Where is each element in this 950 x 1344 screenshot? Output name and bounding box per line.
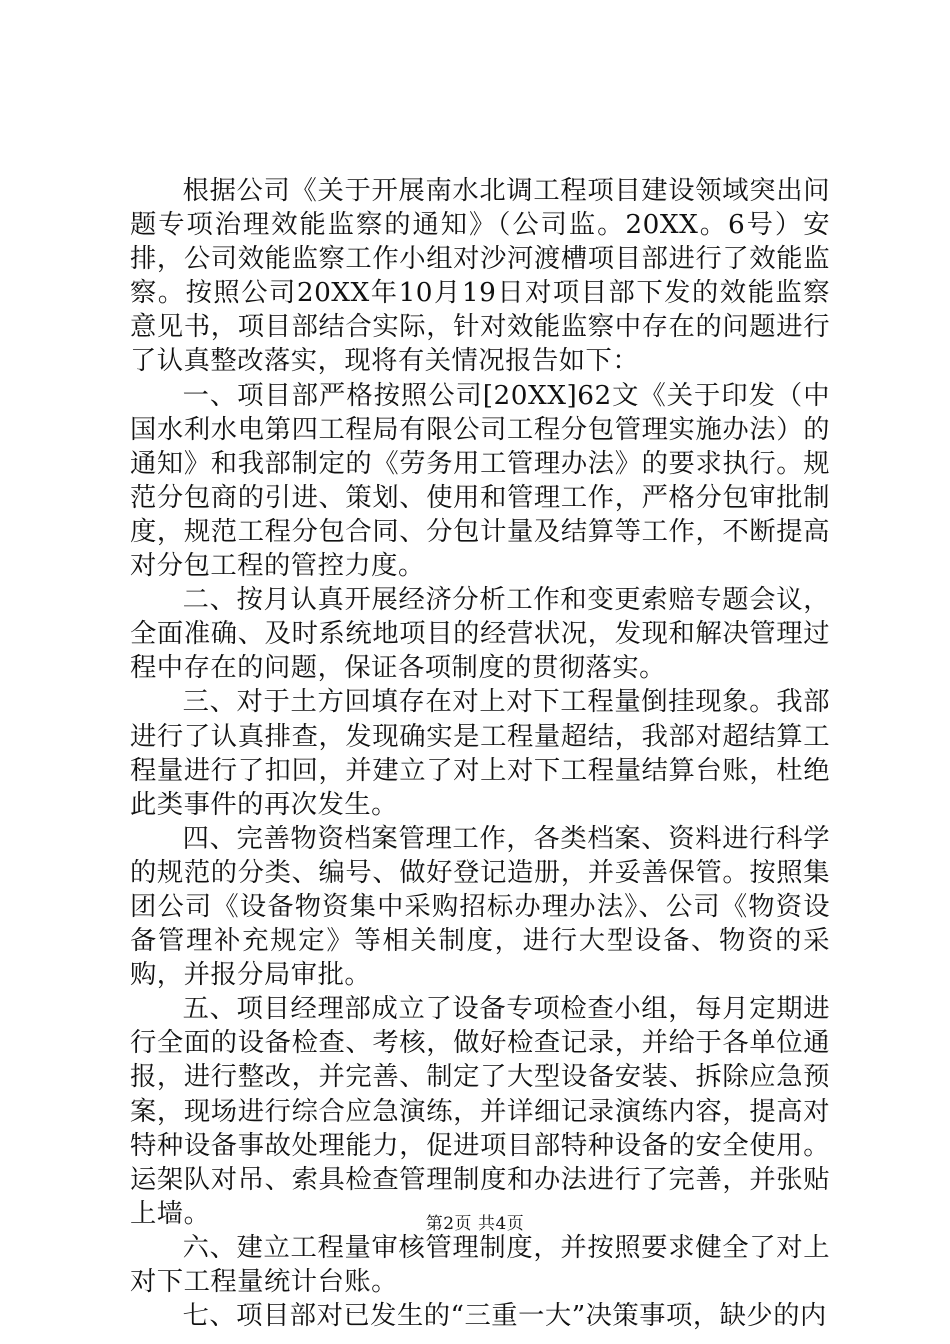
item-6-paragraph: 六、建立工程量审核管理制度，并按照要求健全了对上对下工程量统计台账。 [130, 1232, 830, 1297]
item-5-paragraph: 五、项目经理部成立了设备专项检查小组，每月定期进行全面的设备检查、考核，做好检查记录，并给于各单位通报，进行整改，并完善、制定了大型设备安装、拆除应急预案，现场进行综合应急演练，并详细记录演练内容，提高对特种设备事故处理能力，促进项目部特种设备的安全使用。运架队对吊、索具检查管理制度和办法进行了完善，并张贴上墙。 [130, 994, 830, 1229]
page-number-footer: 第2页 共4页 [425, 1214, 525, 1234]
document-body [130, 174, 830, 1333]
item-1-paragraph: 一、项目部严格按照公司[20XX]62文《关于印发（中国水利水电第四工程局有限公司工程分包管理实施办法）的通知》和我部制定的《劳务用工管理办法》的要求执行。规范分包商的引进、策划、使用和管理工作，严格分包审批制度，规范工程分包合同、分包计量及结算等工作，不断提高对分包工程的管控力度。 [130, 380, 830, 582]
item-3-paragraph: 三、对于土方回填存在对上对下工程量倒挂现象。我部进行了认真排查，发现确实是工程量超结，我部对超结算工程量进行了扣回，并建立了对上对下工程量结算台账，杜绝此类事件的再次发生。 [130, 687, 830, 820]
item-2-paragraph: 二、按月认真开展经济分析工作和变更索赔专题会议，全面准确、及时系统地项目的经营状况，发现和解决管理过程中存在的问题，保证各项制度的贯彻落实。 [130, 585, 830, 684]
intro-paragraph: 根据公司《关于开展南水北调工程项目建设领域突出问题专项治理效能监察的通知》（公司监。20XX。6号）安排，公司效能监察工作小组对沙河渡槽项目部进行了效能监察。按照公司20XX年10月19日对项目部下发的效能监察意见书，项目部结合实际，针对效能监察中存在的问题进行了认真整改落实，现将有关情况报告如下： [130, 176, 830, 377]
item-4-paragraph: 四、完善物资档案管理工作，各类档案、资料进行科学的规范的分类、编号、做好登记造册，并妥善保管。按照集团公司《设备物资集中采购招标办理办法》、公司《物资设备管理补充规定》等相关制度，进行大型设备、物资的采购，并报分局审批。 [130, 823, 830, 991]
item-7-paragraph: 七、项目部对已发生的“三重一大”决策事项，缺少的内 [182, 1301, 827, 1332]
